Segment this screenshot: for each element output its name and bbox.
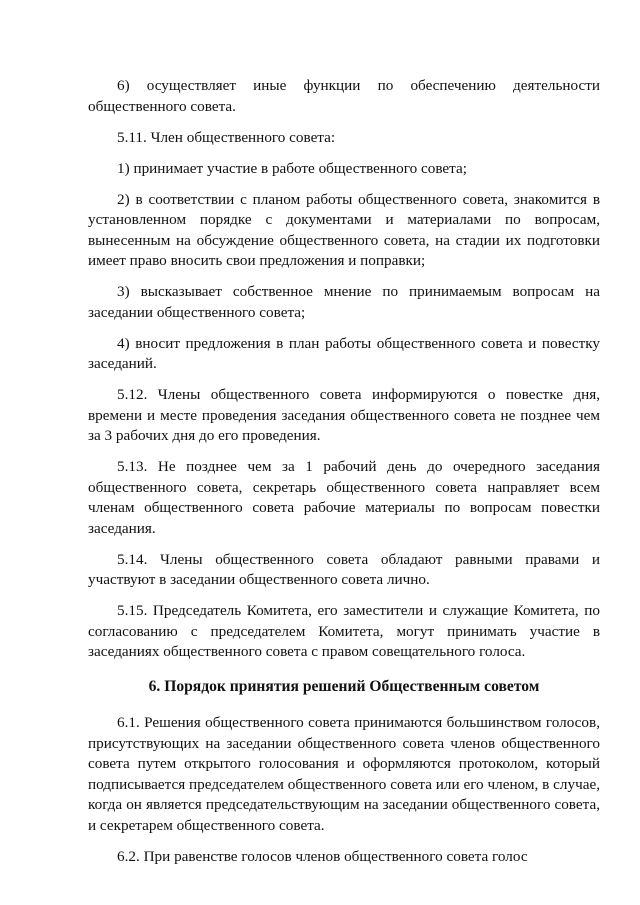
paragraph-5-15: 5.15. Председатель Комитета, его заместители и служащие Комитета, по согласованию с председателем Комитета, могут принимать участие в заседаниях общественного совета с правом совещательного голоса. bbox=[88, 602, 600, 660]
paragraph-5-11: 5.11. Член общественного совета: bbox=[117, 128, 336, 146]
paragraph-5-11-item-3: 3) высказывает собственное мнение по принимаемым вопросам на заседании общественного совета; bbox=[88, 283, 600, 321]
paragraph-5-11-item-1: 1) принимает участие в работе общественного совета; bbox=[117, 159, 467, 177]
paragraph-5-12: 5.12. Члены общественного совета информируются о повестке дня, времени и месте проведения заседания общественного совета не позднее чем за 3 рабочих дня до его проведения. bbox=[88, 386, 600, 444]
document-body bbox=[88, 76, 600, 878]
paragraph-6-2: 6.2. При равенстве голосов членов общественного совета голос bbox=[117, 847, 528, 865]
paragraph-6-1: 6.1. Решения общественного совета принимаются большинством голосов, присутствующих на заседании общественного совета членов общественного совета путем открытого голосования и оформляются протоколом, который подписывается председателем общественного совета или его членом, в случае, когда он является председательствующим на заседании общественного совета, и секретарем общественного совета. bbox=[88, 714, 600, 834]
paragraph-5-11-item-2: 2) в соответствии с планом работы общественного совета, знакомится в установленном порядке с документами и материалами по вопросам, вынесенным на обсуждение общественного совета, на стадии их подготовки имеет право вносить свои предложения и поправки; bbox=[88, 190, 600, 269]
section-heading: 6. Порядок принятия решений Общественным советом bbox=[148, 677, 540, 695]
paragraph-5-13: 5.13. Не позднее чем за 1 рабочий день до очередного заседания общественного совета, секретарь общественного совета направляет всем членам общественного совета рабочие материалы по вопросам повестки заседания. bbox=[88, 458, 600, 537]
paragraph-5-11-item-4: 4) вносит предложения в план работы общественного совета и повестку заседаний. bbox=[88, 334, 600, 372]
paragraph-5-14: 5.14. Члены общественного совета обладают равными правами и участвуют в заседании общественного совета лично. bbox=[88, 550, 600, 588]
paragraph-item-6: 6) осуществляет иные функции по обеспечению деятельности общественного совета. bbox=[88, 77, 600, 115]
